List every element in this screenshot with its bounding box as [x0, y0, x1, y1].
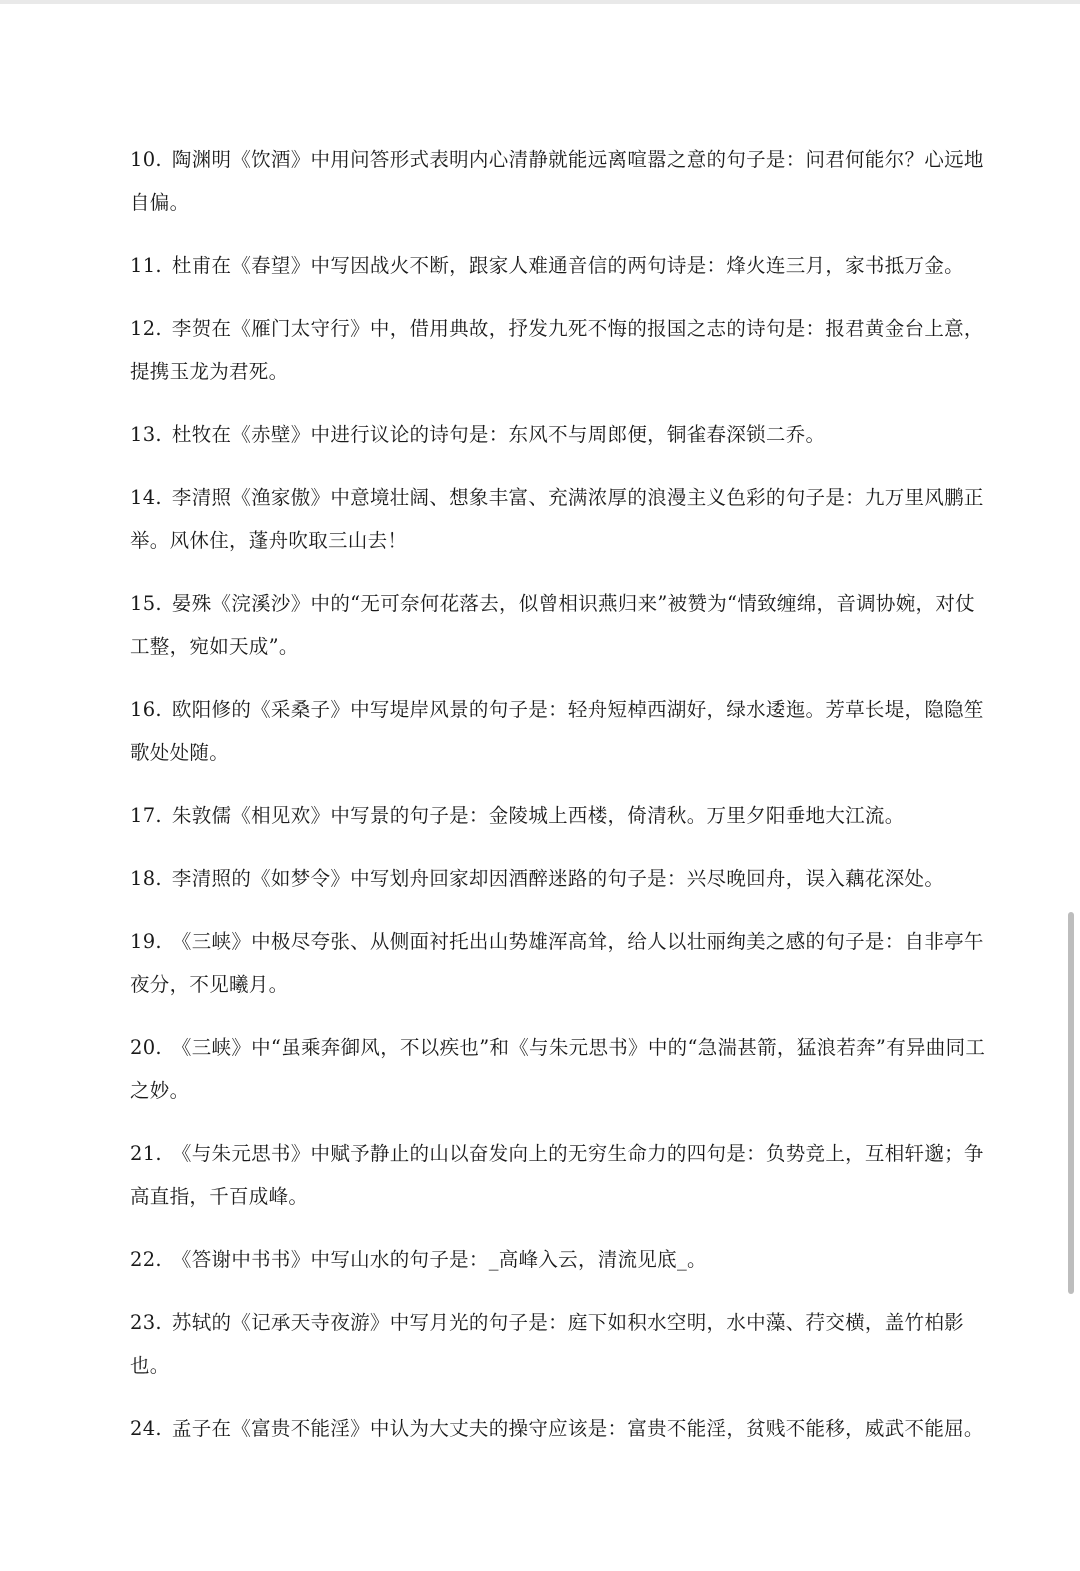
list-item — [130, 794, 986, 837]
item-number: 14. — [130, 486, 162, 509]
item-text: 孟子在《富贵不能淫》中认为大丈夫的操守应该是：富贵不能淫，贫贱不能移，威武不能屈。 — [171, 1417, 984, 1440]
item-text: 陶渊明《饮酒》中用问答形式表明内心清静就能远离喧嚣之意的句子是：问君何能尔？心远地自偏。 — [130, 148, 984, 214]
item-number: 17. — [130, 804, 162, 827]
item-number: 10. — [130, 148, 162, 171]
list-item — [130, 1026, 986, 1112]
document-page — [130, 138, 986, 1470]
list-item — [130, 688, 986, 774]
list-item — [130, 1407, 986, 1450]
list-item — [130, 582, 986, 668]
item-text: 李清照《渔家傲》中意境壮阔、想象丰富、充满浓厚的浪漫主义色彩的句子是：九万里风鹏正举。风休住，蓬舟吹取三山去！ — [130, 486, 984, 552]
list-item — [130, 307, 986, 393]
scrollbar[interactable] — [1068, 0, 1076, 1571]
item-number: 24. — [130, 1417, 162, 1440]
item-number: 16. — [130, 698, 162, 721]
item-text: 《三峡》中“虽乘奔御风，不以疾也”和《与朱元思书》中的“急湍甚箭，猛浪若奔”有异曲同工之妙。 — [130, 1036, 986, 1102]
item-text: 李清照的《如梦令》中写划舟回家却因酒醉迷路的句子是：兴尽晚回舟，误入藕花深处。 — [171, 867, 945, 890]
item-text: 《答谢中书书》中写山水的句子是：_高峰入云，清流见底_。 — [171, 1248, 707, 1271]
item-number: 22. — [130, 1248, 162, 1271]
item-number: 18. — [130, 867, 162, 890]
list-item — [130, 920, 986, 1006]
item-text: 朱敦儒《相见欢》中写景的句子是：金陵城上西楼，倚清秋。万里夕阳垂地大江流。 — [171, 804, 905, 827]
item-text: 晏殊《浣溪沙》中的“无可奈何花落去，似曾相识燕归来”被赞为“情致缠绵，音调协婉，对仗工整，宛如天成”。 — [130, 592, 975, 658]
item-number: 21. — [130, 1142, 162, 1165]
item-number: 12. — [130, 317, 162, 340]
list-item — [130, 1301, 986, 1387]
list-item — [130, 1132, 986, 1218]
item-number: 15. — [130, 592, 162, 615]
item-number: 19. — [130, 930, 162, 953]
item-text: 李贺在《雁门太守行》中，借用典故，抒发九死不悔的报国之志的诗句是：报君黄金台上意，提携玉龙为君死。 — [130, 317, 984, 383]
list-item — [130, 1238, 986, 1281]
item-text: 杜牧在《赤壁》中进行议论的诗句是：东风不与周郎便，铜雀春深锁二乔。 — [171, 423, 826, 446]
list-item — [130, 857, 986, 900]
item-number: 13. — [130, 423, 162, 446]
list-item — [130, 413, 986, 456]
item-number: 23. — [130, 1311, 162, 1334]
top-edge-divider — [0, 0, 1080, 4]
item-text: 《三峡》中极尽夸张、从侧面衬托出山势雄浑高耸，给人以壮丽绚美之感的句子是：自非亭午夜分，不见曦月。 — [130, 930, 984, 996]
item-text: 《与朱元思书》中赋予静止的山以奋发向上的无穷生命力的四句是：负势竞上，互相轩邈；争高直指，千百成峰。 — [130, 1142, 984, 1208]
item-number: 20. — [130, 1036, 162, 1059]
item-text: 欧阳修的《采桑子》中写堤岸风景的句子是：轻舟短棹西湖好，绿水逶迤。芳草长堤，隐隐笙歌处处随。 — [130, 698, 984, 764]
list-item — [130, 476, 986, 562]
item-text: 杜甫在《春望》中写因战火不断，跟家人难通音信的两句诗是：烽火连三月，家书抵万金。 — [171, 254, 964, 277]
list-item — [130, 138, 986, 224]
list-item — [130, 244, 986, 287]
scrollbar-thumb[interactable] — [1068, 912, 1074, 1294]
item-text: 苏轼的《记承天寺夜游》中写月光的句子是：庭下如积水空明，水中藻、荇交横，盖竹柏影也。 — [130, 1311, 964, 1377]
item-number: 11. — [130, 254, 162, 277]
